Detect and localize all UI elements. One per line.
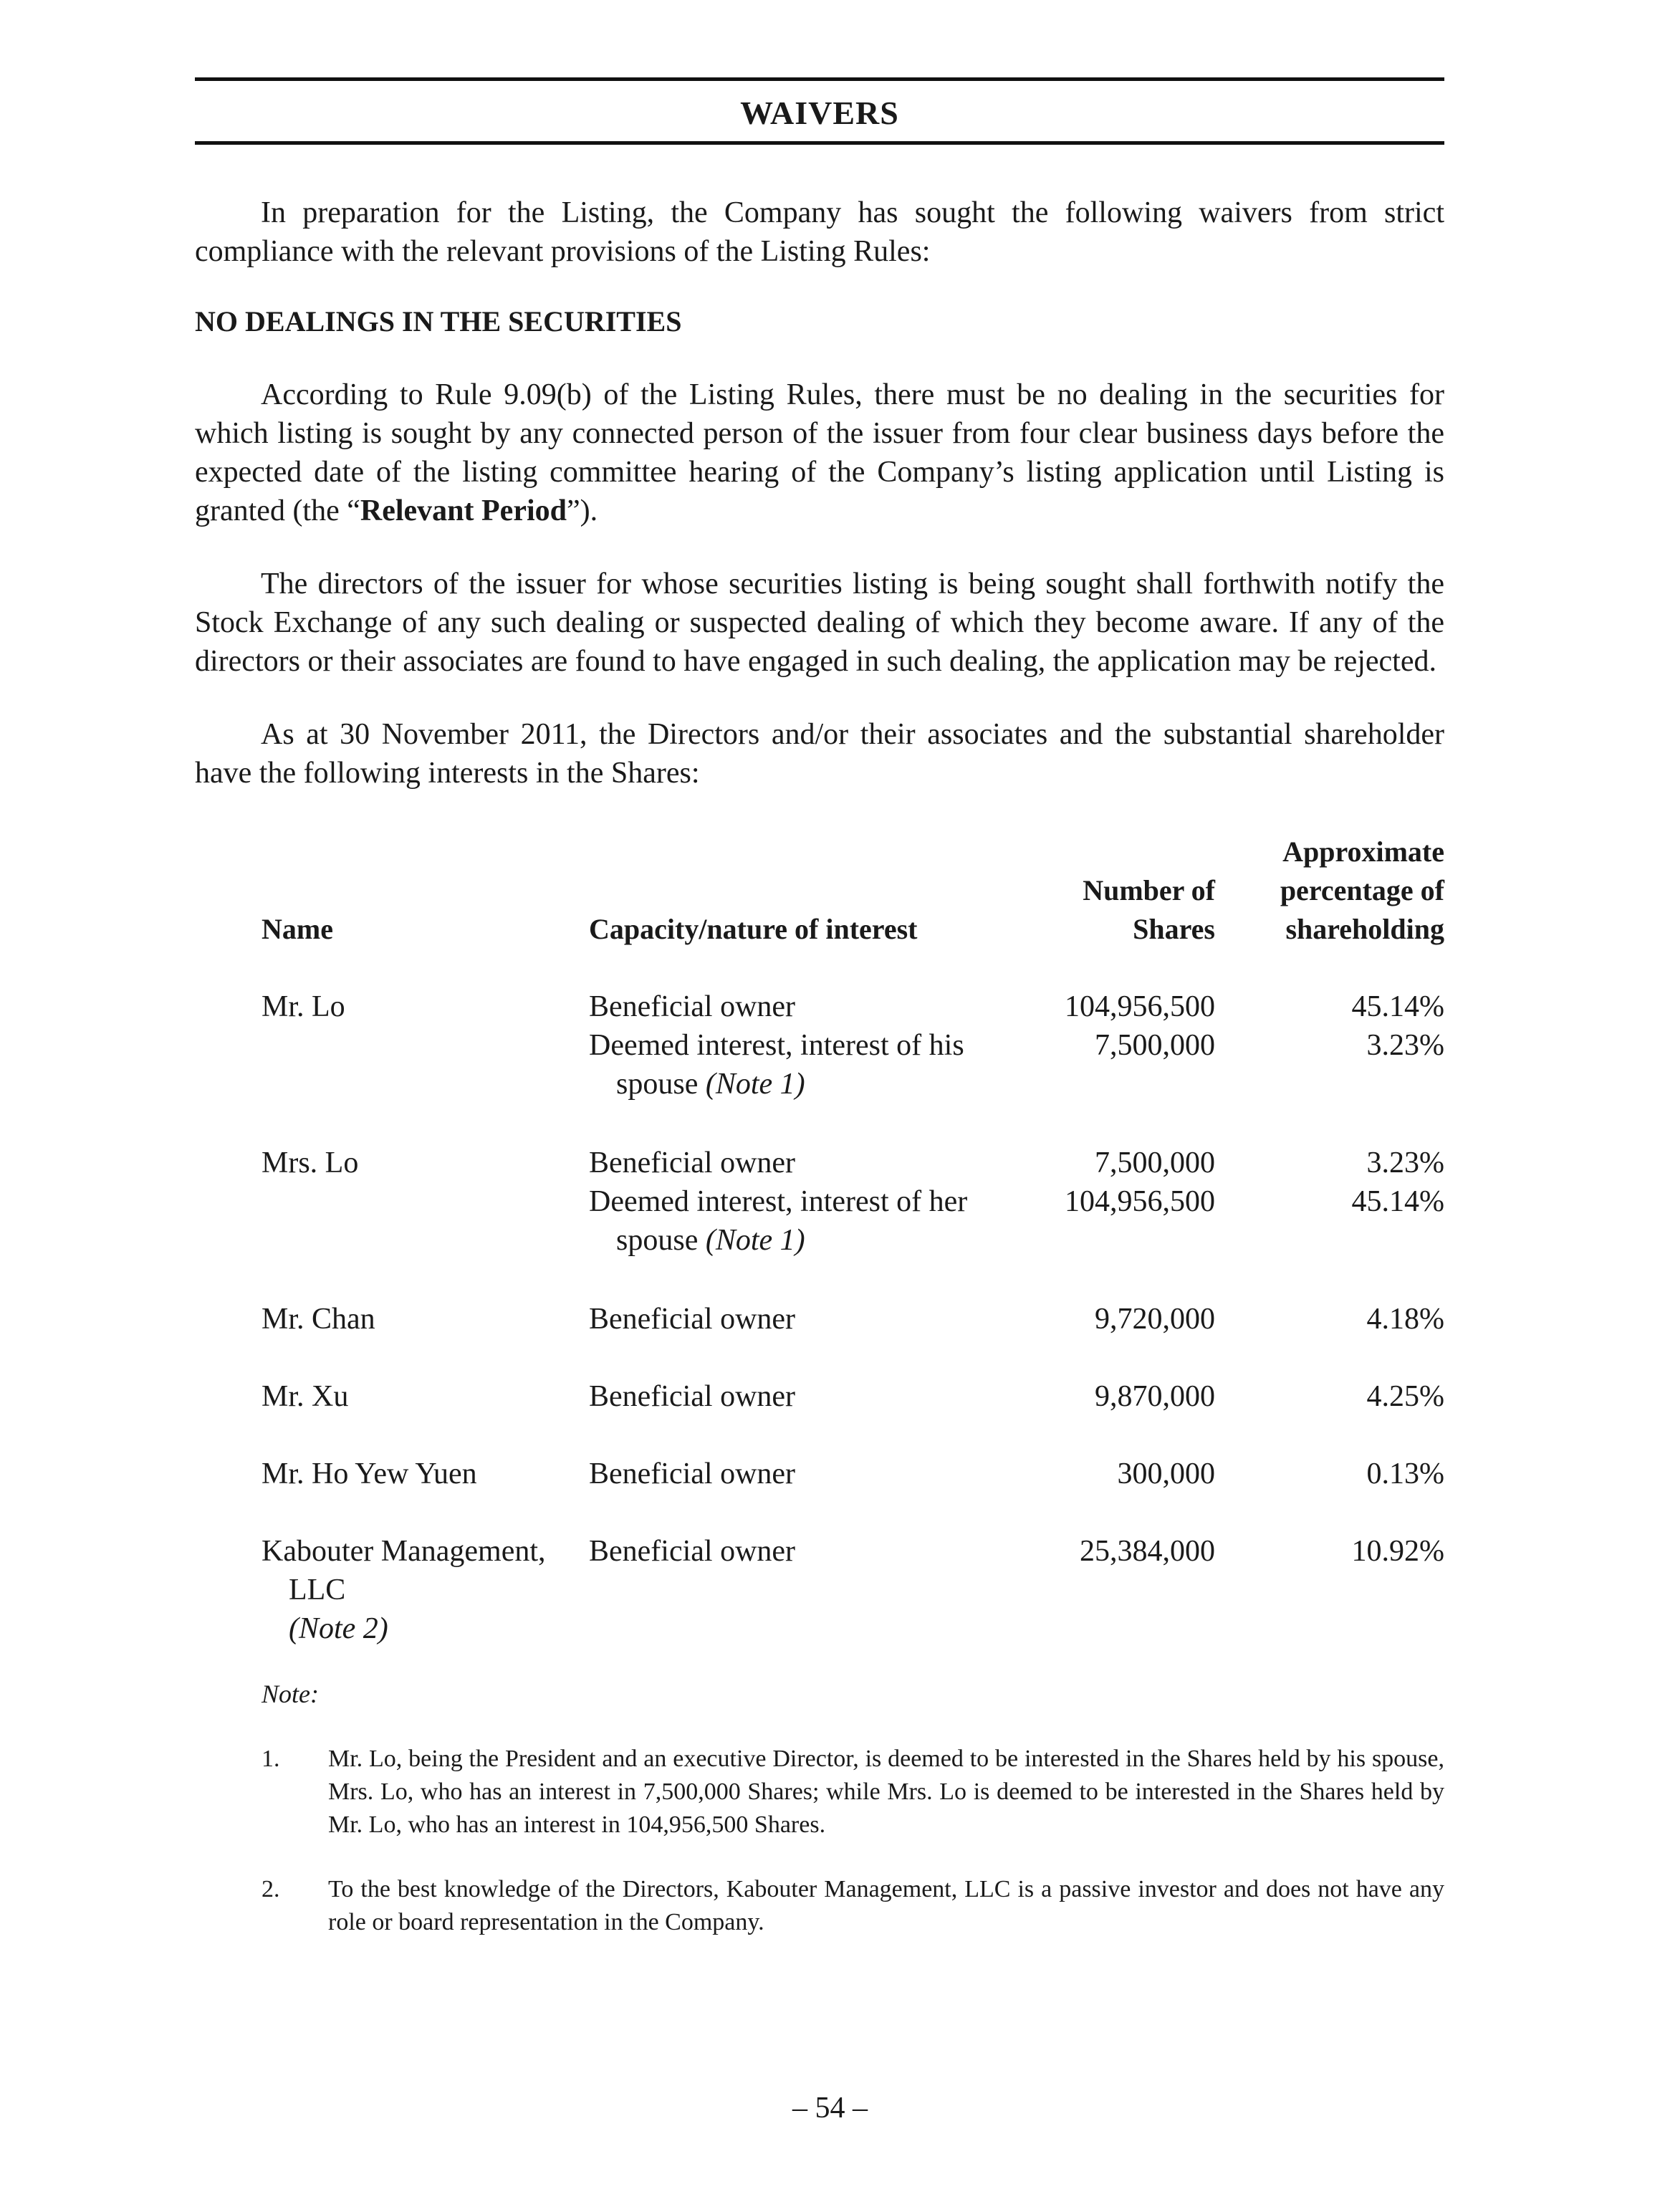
header-capacity: Capacity/nature of interest <box>589 913 918 945</box>
page-title: WAIVERS <box>740 95 899 131</box>
header-bottom-rule <box>195 141 1444 145</box>
directors-paragraph: The directors of the issuer for whose securities listing is being sought shall forthwith notify the Stock Exchange of any such dealing or suspected dealing of which they become aware. If any of the directors or their associates are found to have engaged in such dealing, the application may be rejected. <box>195 568 1444 678</box>
table-row: Mr. Ho Yew Yuen Beneficial owner 300,000 0.13% <box>262 1457 1444 1490</box>
section-heading: NO DEALINGS IN THE SECURITIES <box>195 305 682 337</box>
rule-paragraph <box>195 375 1444 530</box>
table-row: Kabouter Management, LLC (Note 2) Beneficial owner 25,384,000 10.92% <box>262 1535 1444 1645</box>
header-shares: Number of Shares <box>1083 874 1215 945</box>
note-reference: (Note 2) <box>289 1612 388 1645</box>
table-row: Mr. Xu Beneficial owner 9,870,000 4.25% <box>262 1380 1444 1413</box>
intro-paragraph: In preparation for the Listing, the Company has sought the following waivers from strict compliance with the relevant provisions of the Listing Rules: <box>195 196 1444 268</box>
relevant-period-term: Relevant Period <box>360 494 567 527</box>
table-row: Mrs. Lo Beneficial owner 7,500,000 3.23% <box>262 1146 1444 1179</box>
note-reference: (Note 1) <box>705 1068 805 1101</box>
footnote: 1. Mr. Lo, being the President and an executive Director, is deemed to be interested in the Shares held by his spouse, Mrs. Lo, who has an interest in 7,500,000 Shares; while Mrs. Lo is deemed to be interested in the Shares held by Mr. Lo, who has an interest in 104,956,500 Shares. <box>262 1746 1444 1838</box>
rule-paragraph-text: According to Rule 9.09(b) of the Listing Rules, there must be no dealing in the securities for which listing is sought by any connected person of the issuer from four clear business days before the expected date of the listing committee hearing of the Company’s listing application until Listing is granted (the “ <box>195 378 1444 527</box>
shareholding-table <box>195 833 1444 1648</box>
page-content <box>195 77 1444 1939</box>
table-header-row <box>195 833 1444 949</box>
page-number: – 54 – <box>792 2092 868 2125</box>
note-reference: (Note 1) <box>705 1224 805 1257</box>
footnote: 2. To the best knowledge of the Directors, Kabouter Management, LLC is a passive investor and does not have any role or board representation in the Company. <box>262 1876 1444 1935</box>
header-name: Name <box>262 913 333 945</box>
note-label: Note: <box>262 1680 319 1708</box>
table-row: Mr. Chan Beneficial owner 9,720,000 4.18% <box>262 1303 1444 1336</box>
rule-paragraph-end: ”). <box>566 494 598 527</box>
header-percentage: Approximate percentage of shareholding <box>1280 836 1444 945</box>
table-row: Deemed interest, interest of his spouse (Note 1) 7,500,000 3.23% <box>589 1029 1444 1101</box>
interests-paragraph: As at 30 November 2011, the Directors and/or their associates and the substantial shareholder have the following interests in the Shares: <box>195 718 1444 790</box>
table-row: Deemed interest, interest of her spouse (Note 1) 104,956,500 45.14% <box>589 1185 1444 1257</box>
table-row: Mr. Lo Beneficial owner 104,956,500 45.14% <box>262 990 1444 1023</box>
